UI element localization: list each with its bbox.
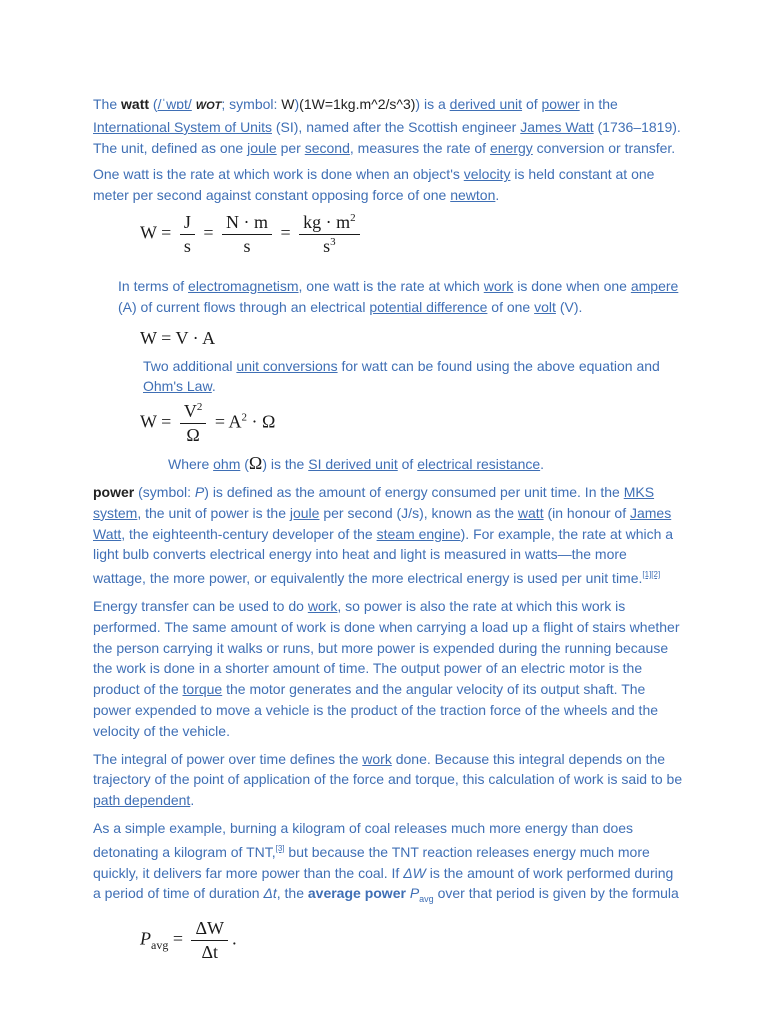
fraction-kgm2-over-s3: $\frac{kg \cdot m^2}{s^3}$ [299,212,360,257]
link-unit-conversions[interactable]: unit conversions [236,357,338,374]
link-mks-system[interactable]: MKS system [93,483,655,521]
link-ampere[interactable]: ampere [630,277,679,294]
equation-w-va: W = V · A [140,327,216,348]
paragraph-energy-transfer: Energy transfer can be used to do work, so power is also the rate at which this work is performed. The same amount of work is done when carrying a load up a flight of stairs whether the person carrying it walks or runs, but more power is expended during the running because the work is done in a shorter amount of time. The output power of an electric motor is the product of the torque the motor generates and the angular velocity of its output shaft. The power expended to move a vehicle is the product of the traction force of the wheels and the velocity of the vehicle. [93,597,680,739]
ipa-link[interactable]: /ˈwɒt/ [157,96,192,112]
citation-1-2[interactable]: [1][2] [642,570,661,580]
ipa-respelling: WOT [195,100,222,112]
link-steam-engine[interactable]: steam engine [376,525,461,542]
paragraph-power-definition: power (symbol: P) is defined as the amount of energy consumed per unit time. In the MKS system, the unit of power is the joule per second (J/s), known as the watt (in honour of James Watt, the eighteenth-century developer of the steam engine). For example, the rate at which a light bulb converts electrical energy into heat and light is measured in watts—the more wattage, the more power, or equivalently the more electrical energy is used per unit time.[1][2] [93,483,674,587]
link-energy[interactable]: energy [489,139,533,156]
link-power[interactable]: power [541,96,580,112]
link-work[interactable]: work [483,277,514,294]
paragraph-unit-conversions: Two additional unit conversions for watt can be found using the above equation and Ohm's Law. [143,357,660,395]
watt-formula: (1W=1kg.m^2/s^3) [299,96,416,112]
link-ohms-law[interactable]: Ohm's Law [143,378,212,395]
paragraph-coal-tnt: As a simple example, burning a kilogram of coal releases much more energy than does detonating a kilogram of TNT,[3] but because the TNT reaction releases energy much more quickly, it delivers far more power than the coal. If ΔW is the amount of work performed during a period of time of duration Δt, the average power $P_{avg}$ over that period is given by the formula [93,819,679,905]
citation-3[interactable]: [3] [275,843,285,853]
link-joule[interactable]: joule [247,139,277,156]
link-derived-unit[interactable]: derived unit [449,96,523,112]
link-volt[interactable]: volt [534,298,556,315]
link-newton[interactable]: newton [450,187,496,204]
fraction-v2-over-omega: $\frac{V^2}{\Omega}$ [180,401,207,446]
term-average-power: average power [307,885,406,902]
symbol-w: W [281,96,295,112]
link-si-derived-unit[interactable]: SI derived unit [308,456,398,473]
link-ohm[interactable]: ohm [213,456,241,473]
fraction-dw-over-dt: $\frac{\Delta W}{\Delta t}$ [191,918,228,963]
paragraph-electromagnetism: In terms of electromagnetism, one watt is the rate at which work is done when one ampere (A) of current flows through an electrical potential difference of one volt (V). [118,277,679,315]
link-joule-2[interactable]: joule [289,504,320,521]
fraction-nm-over-s: $\frac{N \cdot m}{s}$ [222,212,272,257]
delta-w: ΔW [403,864,426,881]
delta-t: Δt [263,885,277,902]
link-electromagnetism[interactable]: electromagnetism [188,277,299,294]
paragraph-one-watt: One watt is the rate at which work is done when an object's velocity is held constant at one meter per second against constant opposing force of one newton. [93,166,655,204]
article [93,94,683,970]
link-potential-difference[interactable]: potential difference [369,298,488,315]
fraction-j-over-s: $\frac{J}{s}$ [180,212,195,257]
equation-watt-units: W = $\frac{J}{s}$ = $\frac{N \cdot m}{s}$ = $\frac{kg \cdot m^2}{s^3}$ [140,212,683,270]
link-work-2[interactable]: work [307,597,338,614]
link-james-watt[interactable]: James Watt [520,118,594,135]
equation-w-v2-omega: W = $\frac{V^2}{\Omega}$ = $A^2 \cdot \Omega$ [140,401,276,446]
equation-average-power: $P_{avg}$ = $\frac{\Delta W}{\Delta t}$ . [140,917,237,962]
link-path-dependent[interactable]: path dependent [93,792,191,809]
paragraph-watt-intro: The watt (/ˈwɒt/ WOT; symbol: W)(1W=1kg.m^2/s^3)) is a derived unit of power in the International System of Units (SI), named after the Scottish engineer James Watt (1736–1819). The unit, defined as one joule per second, measures the rate of energy conversion or transfer. [93,96,681,156]
link-work-3[interactable]: work [362,750,392,767]
link-james-watt-2[interactable]: James Watt [93,504,672,542]
paragraph-ohm-definition: Where ohm (Ω) is the SI derived unit of electrical resistance. [168,453,545,474]
link-electrical-resistance[interactable]: electrical resistance [417,456,541,473]
link-second[interactable]: second [304,139,350,156]
link-si[interactable]: International System of Units [93,118,272,135]
link-watt[interactable]: watt [517,504,544,521]
link-velocity[interactable]: velocity [463,166,511,183]
term-power: power [93,483,135,500]
omega-symbol: Ω [248,453,263,474]
link-torque[interactable]: torque [182,681,223,698]
paragraph-integral: The integral of power over time defines the work done. Because this integral depends on the trajectory of the point of application of the force and torque, this calculation of work is said to be path dependent. [93,750,683,809]
term-watt: watt [121,96,150,112]
